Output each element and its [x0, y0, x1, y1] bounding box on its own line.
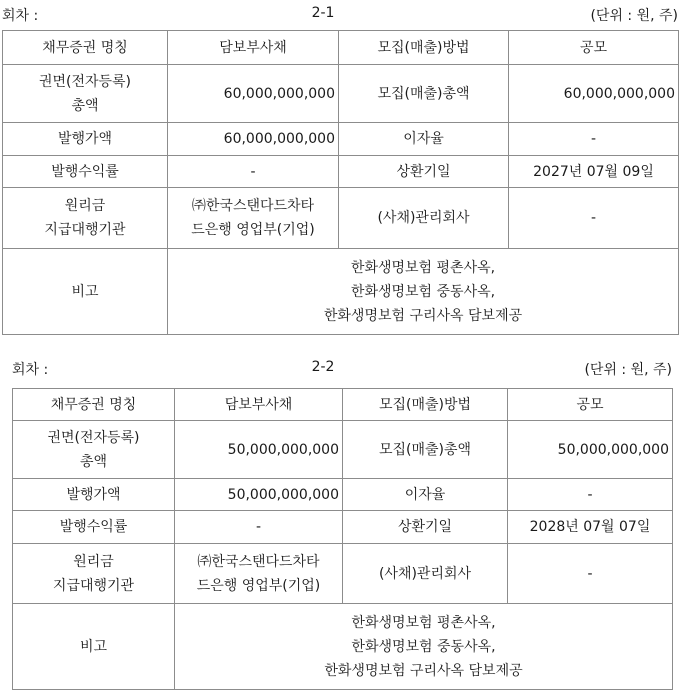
table-row — [3, 123, 679, 156]
note-label: 비고 — [13, 604, 175, 690]
bond-manager-value: - — [509, 188, 679, 249]
round-label: 회차 : — [12, 362, 49, 378]
round-label: 회차 : — [2, 8, 39, 24]
table-row — [3, 249, 679, 335]
table-row — [13, 511, 673, 544]
yield-value: - — [168, 156, 339, 188]
note-value: 한화생명보험 평촌사옥, 한화생명보험 중동사옥, 한화생명보험 구리사옥 담보제공 — [168, 249, 679, 335]
face-amount-label: 권면(전자등록) 총액 — [3, 65, 168, 123]
yield-value: - — [175, 511, 343, 544]
header-offer-method: 모집(매출)방법 — [339, 31, 509, 65]
header-bond-name: 채무증권 명칭 — [13, 389, 175, 421]
header-bond-name: 채무증권 명칭 — [3, 31, 168, 65]
face-amount-label: 권면(전자등록) 총액 — [13, 421, 175, 479]
yield-label: 발행수익률 — [13, 511, 175, 544]
bond-manager-label: (사채)관리회사 — [339, 188, 509, 249]
note-label: 비고 — [3, 249, 168, 335]
bond-manager-label: (사채)관리회사 — [343, 544, 508, 604]
bond-block-2-2 — [12, 354, 672, 690]
unit-label: (단위 : 원, 주) — [590, 8, 678, 24]
issue-price-label: 발행가액 — [3, 123, 168, 156]
table-row — [13, 604, 673, 690]
offer-total-label: 모집(매출)총액 — [339, 65, 509, 123]
table-row — [13, 421, 673, 479]
round-number: 2-2 — [311, 359, 335, 375]
header-bond-type: 담보부사채 — [175, 389, 343, 421]
block-header — [2, 0, 678, 30]
offer-total-label: 모집(매출)총액 — [343, 421, 508, 479]
face-amount-value: 50,000,000,000 — [175, 421, 343, 479]
round-number: 2-1 — [311, 5, 335, 21]
header-offer-type: 공모 — [509, 31, 679, 65]
table-row — [13, 544, 673, 604]
header-offer-type: 공모 — [508, 389, 673, 421]
yield-label: 발행수익률 — [3, 156, 168, 188]
issue-price-value: 50,000,000,000 — [175, 479, 343, 511]
paying-agent-label: 원리금 지급대행기관 — [13, 544, 175, 604]
bond-block-2-1 — [2, 0, 678, 335]
bond-manager-value: - — [508, 544, 673, 604]
offer-total-value: 50,000,000,000 — [508, 421, 673, 479]
issue-price-label: 발행가액 — [13, 479, 175, 511]
face-amount-value: 60,000,000,000 — [168, 65, 339, 123]
bond-table — [12, 388, 673, 690]
note-value: 한화생명보험 평촌사옥, 한화생명보험 중동사옥, 한화생명보험 구리사옥 담보제공 — [175, 604, 673, 690]
maturity-value: 2027년 07월 09일 — [509, 156, 679, 188]
table-row — [3, 188, 679, 249]
paying-agent-value: ㈜한국스탠다드차타 드은행 영업부(기업) — [175, 544, 343, 604]
paying-agent-value: ㈜한국스탠다드차타 드은행 영업부(기업) — [168, 188, 339, 249]
interest-rate-label: 이자율 — [339, 123, 509, 156]
table-row — [3, 65, 679, 123]
unit-label: (단위 : 원, 주) — [584, 362, 672, 378]
issue-price-value: 60,000,000,000 — [168, 123, 339, 156]
interest-rate-value: - — [509, 123, 679, 156]
interest-rate-value: - — [508, 479, 673, 511]
header-bond-type: 담보부사채 — [168, 31, 339, 65]
table-row — [13, 389, 673, 421]
maturity-label: 상환기일 — [343, 511, 508, 544]
interest-rate-label: 이자율 — [343, 479, 508, 511]
maturity-value: 2028년 07월 07일 — [508, 511, 673, 544]
bond-table — [2, 30, 679, 335]
table-row — [13, 479, 673, 511]
table-row — [3, 156, 679, 188]
header-offer-method: 모집(매출)방법 — [343, 389, 508, 421]
offer-total-value: 60,000,000,000 — [509, 65, 679, 123]
table-row — [3, 31, 679, 65]
block-header — [12, 354, 672, 388]
maturity-label: 상환기일 — [339, 156, 509, 188]
paying-agent-label: 원리금 지급대행기관 — [3, 188, 168, 249]
